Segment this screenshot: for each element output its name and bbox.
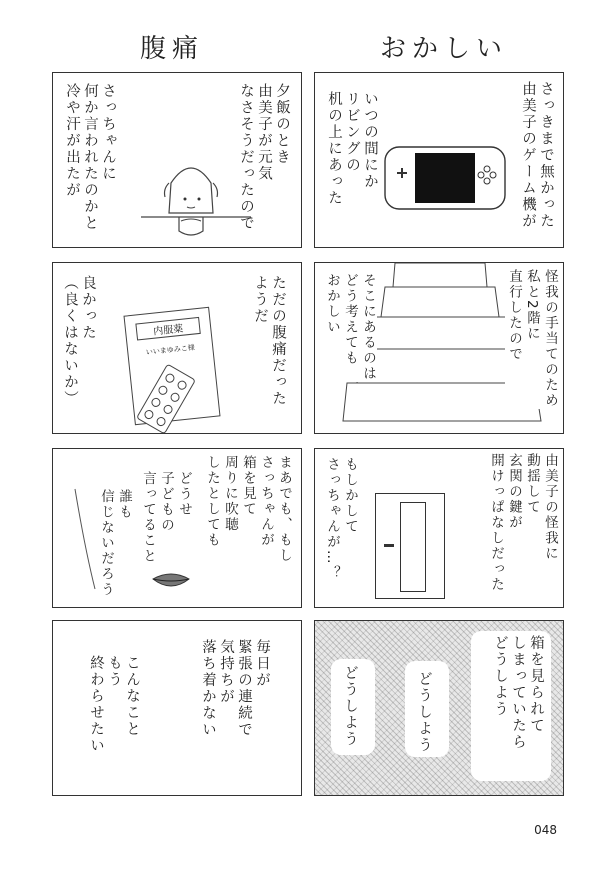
panel-text-a: 怪我の手当てのため 私と2階に 直行したので <box>506 269 558 409</box>
left-column-title: 腹痛 <box>140 34 205 64</box>
panel-left-4 <box>52 620 302 796</box>
panel-text-a: 箱を見られて しまっていたら どうしよう <box>492 635 544 751</box>
panel-text-a: 夕飯のとき 由美子が元気 なさそうだったので <box>238 83 290 232</box>
panel-left-2 <box>52 262 302 434</box>
panel-right-4 <box>314 620 564 796</box>
panel-text-b: 良かった （良くはないか） <box>62 275 96 407</box>
panel-right-2 <box>314 262 564 434</box>
panel-text-b: さっちゃんに 何か言われたのかと 冷や汗が出たが <box>64 83 116 232</box>
panel-text-c: どうしよう <box>342 665 358 748</box>
panel-text-a: ただの腹痛だった ようだ <box>252 275 286 407</box>
panel-text-b: そこにあるのは どう考えても おかしい <box>324 273 376 382</box>
medicine-bag-name: いいまゆみこ様 <box>145 343 196 357</box>
panel-right-3 <box>314 448 564 608</box>
medicine-bag-label: 内服薬 <box>135 317 200 341</box>
panel-text-a: さっきまで無かった 由美子のゲーム機が <box>520 81 554 230</box>
panel-text-b: いつの間にか リビングの 机の上にあった <box>326 91 378 207</box>
girl-at-table-illustration <box>141 143 251 243</box>
door-handle <box>384 544 394 547</box>
panel-left-1 <box>52 72 302 248</box>
face-closeup-illustration <box>53 449 302 608</box>
page-number: 048 <box>534 823 557 837</box>
panel-text-c: 誰も 信じないだろう <box>98 489 132 598</box>
panel-right-1 <box>314 72 564 248</box>
panel-text-a: 由美子の怪我に 動揺して 玄関の鍵が 開けっぱなしだった <box>488 453 558 593</box>
panel-text-b: どうせ 子どもの 言ってること <box>140 471 192 564</box>
panel-text-b: もしかして さっちゃんが…？ <box>324 457 358 581</box>
game-console-illustration <box>383 145 507 215</box>
panel-text-a: まあでも、もし さっちゃんが 箱を見て 周りに吹聴 したとしても <box>204 455 292 564</box>
right-column-title: おかしい <box>380 34 509 64</box>
panel-text-b: こんなこと もう 終わらせたい <box>88 655 140 754</box>
panel-left-3 <box>52 448 302 608</box>
panel-text-a: 毎日が 緊張の連続で 気持ちが 落ち着かない <box>200 639 270 738</box>
front-door-illustration <box>375 493 445 599</box>
panel-text-b: どうしよう <box>416 671 432 754</box>
